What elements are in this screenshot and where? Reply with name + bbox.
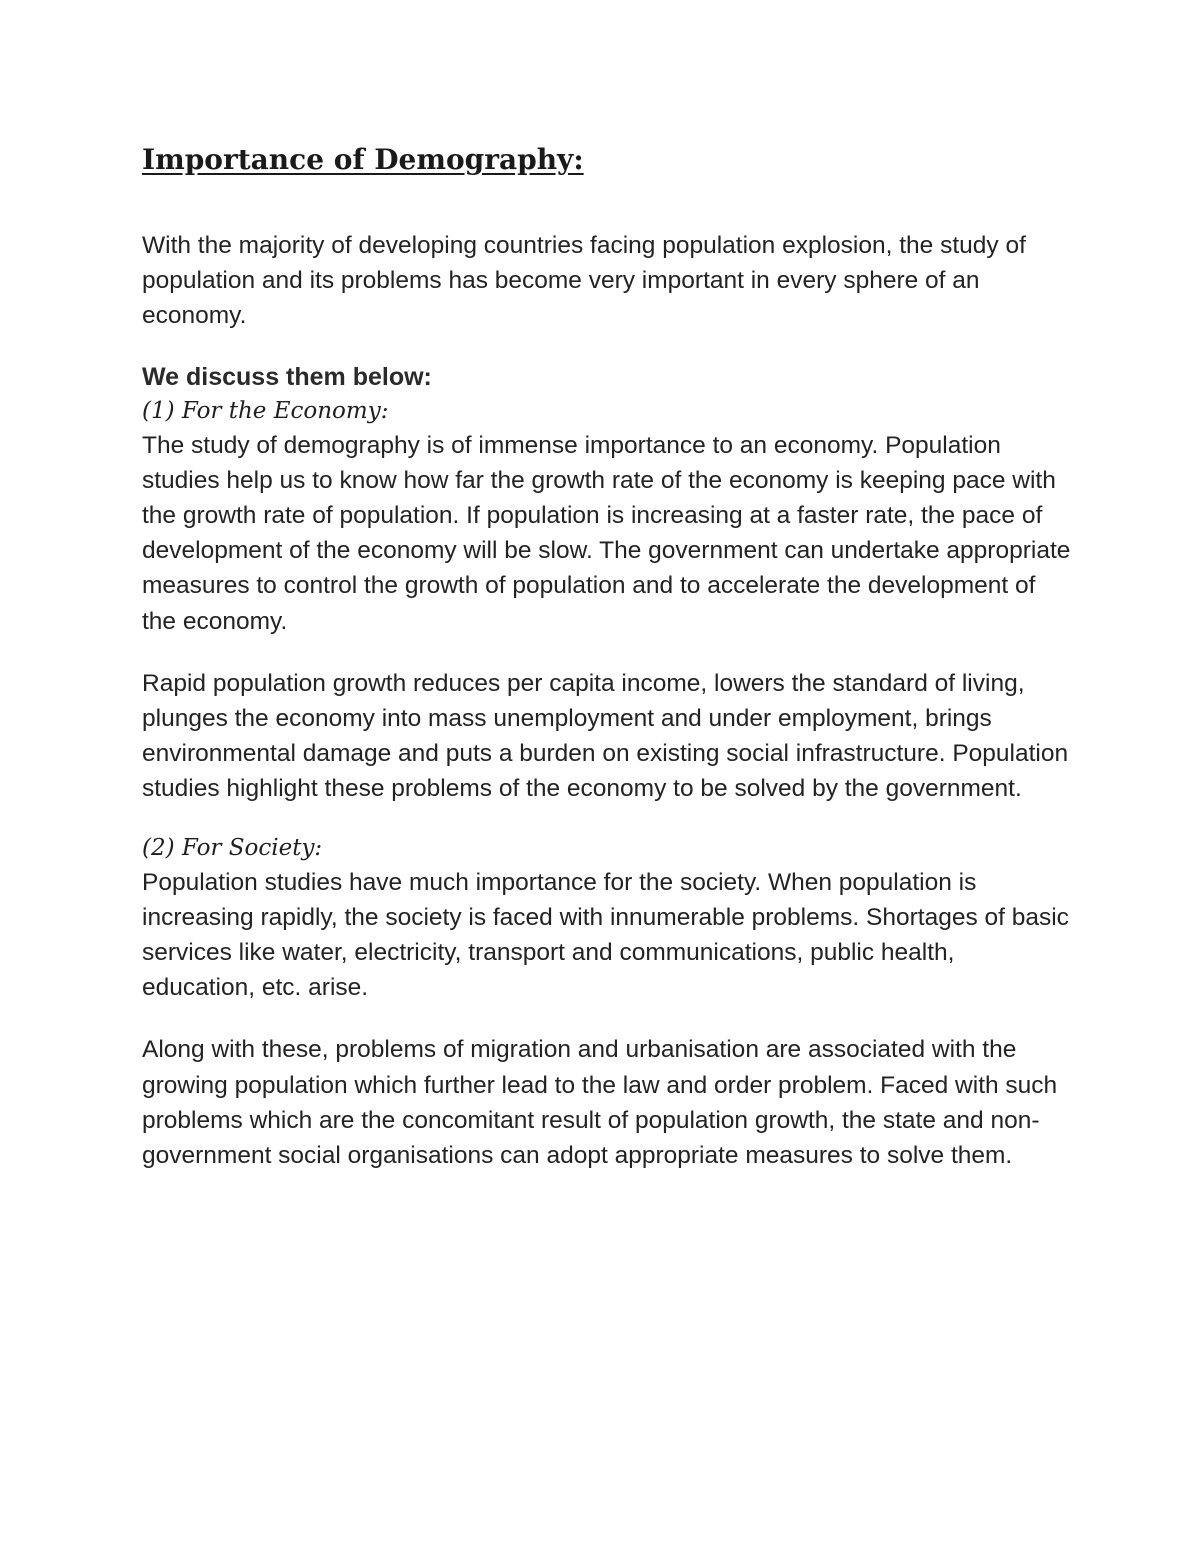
page-title: Importance of Demography: [142, 143, 584, 176]
lead-heading: We discuss them below: [142, 362, 432, 391]
economy-paragraph-2: Rapid population growth reduces per capita income, lowers the standard of living, plunges the economy into mass unemployment and under employment, brings environmental damage and puts a burden on existing social infrastructure. Population studies highlight these problems of the economy to be solved by the government. [142, 669, 1069, 803]
economy-paragraph-1: The study of demography is of immense importance to an economy. Population studies help us to know how far the growth rate of the economy is keeping pace with the growth rate of population. If population is increasing at a faster rate, the pace of development of the economy will be slow. The government can undertake appropriate measures to control the growth of population and to accelerate the development of the economy. [142, 431, 1071, 635]
document-page [142, 140, 1072, 1173]
society-paragraph-2: Along with these, problems of migration and urbanisation are associated with the growing population which further lead to the law and order problem. Faced with such problems which are the concomitant result of population growth, the state and non-government social organisations can adopt appropriate measures to solve them. [142, 1036, 1058, 1170]
society-paragraph-1: Population studies have much importance for the society. When population is increasing rapidly, the society is faced with innumerable problems. Shortages of basic services like water, electricity, transport and communications, public health, education, etc. arise. [142, 868, 1069, 1002]
section-heading-economy: (1) For the Economy: [142, 397, 389, 424]
intro-paragraph: With the majority of developing countries facing population explosion, the study of population and its problems has become very important in every sphere of an economy. [142, 232, 1026, 330]
section-heading-society: (2) For Society: [142, 834, 323, 861]
section-economy [142, 395, 1072, 807]
section-society [142, 832, 1072, 1174]
